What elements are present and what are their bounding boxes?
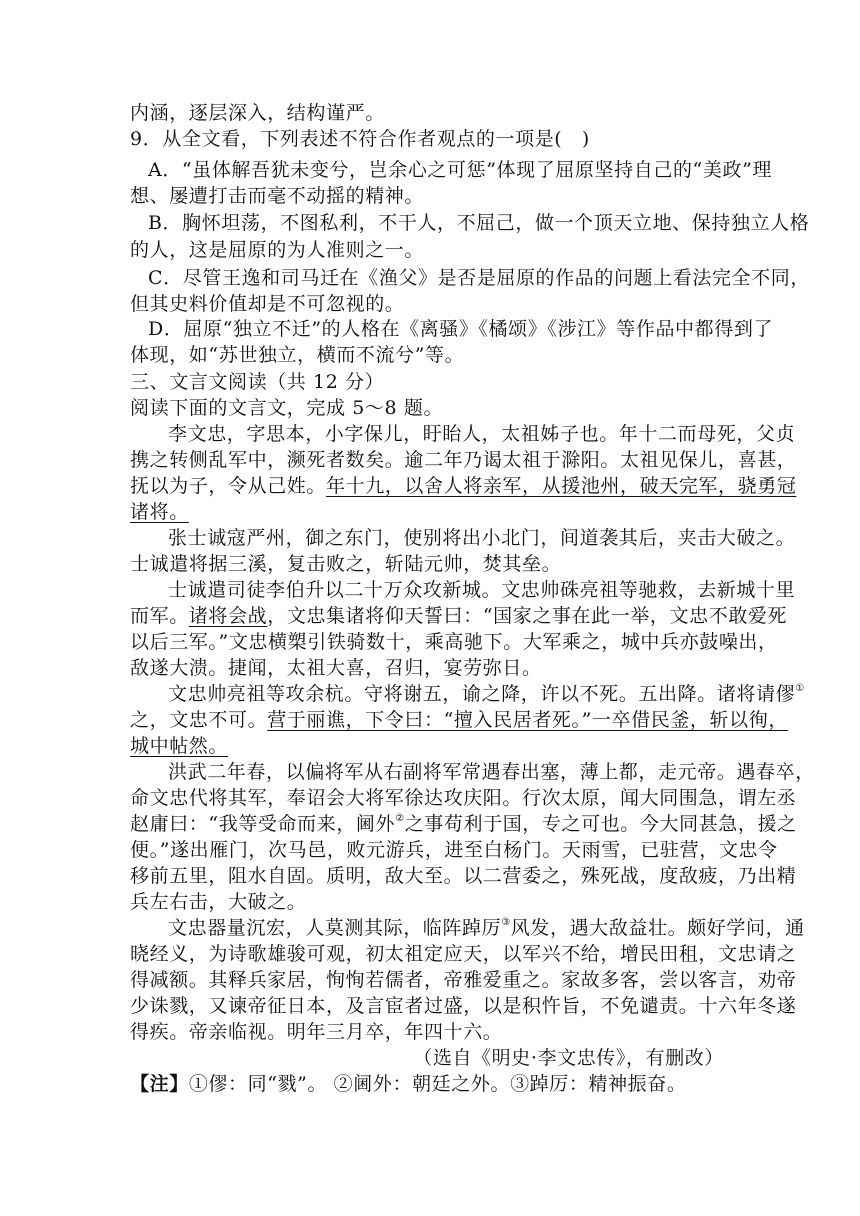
option-d-line1: D．屈原“独立不迁”的人格在《离骚》《橘颂》《涉江》等作品中都得到了 [148, 318, 774, 340]
option-b-line2: 的人，这是屈原的为人准则之一。 [130, 239, 425, 261]
option-d-line2: 体现，如“苏世独立，横而不流兮”等。 [130, 344, 465, 366]
source-citation: （选自《明史·李文忠传》，有删改） [413, 1047, 724, 1069]
option-a-line2: 想、屡遭打击而毫不动摇的精神。 [130, 185, 425, 207]
passage-line: 以后三军。”文忠横槊引铁骑数十，乘高驰下。大军乘之，城中兵亦鼓噪出， [130, 631, 778, 653]
passage-line: 便。”遂出雁门，次马邑，败元游兵，进至白杨门。天雨雪，已驻营，文忠令 [130, 839, 778, 861]
passage-text: 赵庸曰：“我等受命而来，阃外 [130, 813, 396, 835]
passage-line [130, 603, 788, 629]
passage-line [130, 811, 797, 837]
passage-text: 文忠帅亮祖等攻余杭。守将谢五，谕之降，许以不死。五出降。诸将请僇 [168, 683, 796, 705]
notes-text: ①僇：同“戮”。 ②阃外：朝廷之外。③踔厉：精神振奋。 [188, 1073, 687, 1095]
passage-text: 之事苟利于国，专之可也。今大同甚急，援之 [404, 813, 797, 835]
passage-line: 士诚遣将据三溪，复击败之，斩陆元帅，焚其垒。 [130, 553, 562, 575]
passage-line [130, 473, 797, 499]
footnote-marker: ③ [501, 916, 511, 928]
passage-line: 兵左右击，大破之。 [130, 891, 307, 913]
passage-line: 携之转侧乱军中，濒死者数矣。逾二年乃谒太祖于滁阳。太祖见保儿，喜甚， [130, 449, 797, 471]
passage-line: 张士诚寇严州，御之东门，使别将出小北门，间道袭其后，夹击大破之。 [168, 527, 796, 549]
footnote-marker: ① [795, 682, 805, 694]
passage-line [130, 733, 730, 759]
notes-line [130, 1071, 730, 1097]
passage-line: 洪武二年春，以偏将军从右副将军常遇春出塞，薄上都，走元帝。遇春卒， [168, 761, 815, 783]
passage-text: 抚以为子，令从己姓。 [130, 475, 327, 497]
option-b-line1: B．胸怀坦荡，不图私利，不干人，不屈己，做一个顶天立地、保持独立人格 [148, 212, 810, 234]
footnote-marker: ② [395, 812, 405, 824]
underlined-sentence: 城中帖然。 [130, 735, 229, 757]
passage-line: 得减额。其释兵家居，恂恂若儒者，帝雅爱重之。家故多客，尝以客言，劝帝 [130, 969, 797, 991]
passage-line: 移前五里，阻水自固。质明，敌大至。以二营委之，殊死战，度敌疲，乃出精 [130, 865, 797, 887]
section-instruction: 阅读下面的文言文，完成 5～8 题。 [130, 397, 444, 419]
passage-line: 敌遂大溃。捷闻，太祖大喜，召归，宴劳弥日。 [130, 657, 542, 679]
underlined-sentence: 年十九，以舍人将亲军，从援池州，破天完军，骁勇冠 [326, 475, 797, 497]
option-c-line1: C．尽管王逸和司马迁在《渔父》是否是屈原的作品的问题上看法完全不同， [148, 267, 810, 289]
passage-line: 士诚遣司徒李伯升以二十万众攻新城。文忠帅硃亮祖等驰救，去新城十里 [168, 579, 796, 601]
underlined-sentence: 诸将。 [130, 501, 189, 523]
passage-line [168, 915, 805, 941]
underlined-sentence: 营于丽谯，下令曰：“擅入民居者死。”一卒借民釜，斩以徇， [267, 709, 788, 731]
passage-text: ，文忠集诸将仰天誓曰：“国家之事在此一举，文忠不敢爱死 [267, 605, 788, 627]
option-c-line2: 但其史料价值却是不可忽视的。 [130, 293, 405, 315]
underlined-phrase: 诸将会战 [188, 605, 268, 627]
notes-label: 【注】 [130, 1073, 189, 1095]
question-9-stem: 9．从全文看，下列表述不符合作者观点的一项是( ) [130, 128, 590, 150]
passage-line: 晓经义，为诗歌雄骏可观，初太祖定应天，以军兴不给，增民田租，文忠请之 [130, 943, 797, 965]
continuation-line: 内涵，逐层深入，结构谨严。 [130, 102, 385, 124]
passage-line [130, 707, 788, 733]
passage-text: 之，文忠不可。 [130, 709, 268, 731]
passage-line: 少诛戮，又谏帝征日本，及言宦者过盛，以是积忤旨，不免谴责。十六年冬遂 [130, 995, 797, 1017]
option-a-line1: A．“虽体解吾犹未变兮，岂余心之可惩”体现了屈原坚持自己的“美政”理 [148, 159, 772, 181]
passage-text: 文忠器量沉宏，人莫测其际，临阵踔厉 [168, 917, 502, 939]
passage-line: 命文忠代将其军，奉诏会大将军徐达攻庆阳。行次太原，闻大同围急，谓左丞 [130, 787, 797, 809]
passage-line [168, 681, 805, 707]
passage-line: 得疾。帝亲临视。明年三月卒，年四十六。 [130, 1021, 503, 1043]
passage-line [130, 499, 730, 525]
passage-line: 李文忠，字思本，小字保儿，盱眙人，太祖姊子也。年十二而母死，父贞 [168, 423, 796, 445]
passage-text: 而军。 [130, 605, 189, 627]
passage-text: 风发，遇大敌益壮。颇好学问，通 [510, 917, 805, 939]
section-heading: 三、文言文阅读（共 12 分） [130, 371, 385, 393]
